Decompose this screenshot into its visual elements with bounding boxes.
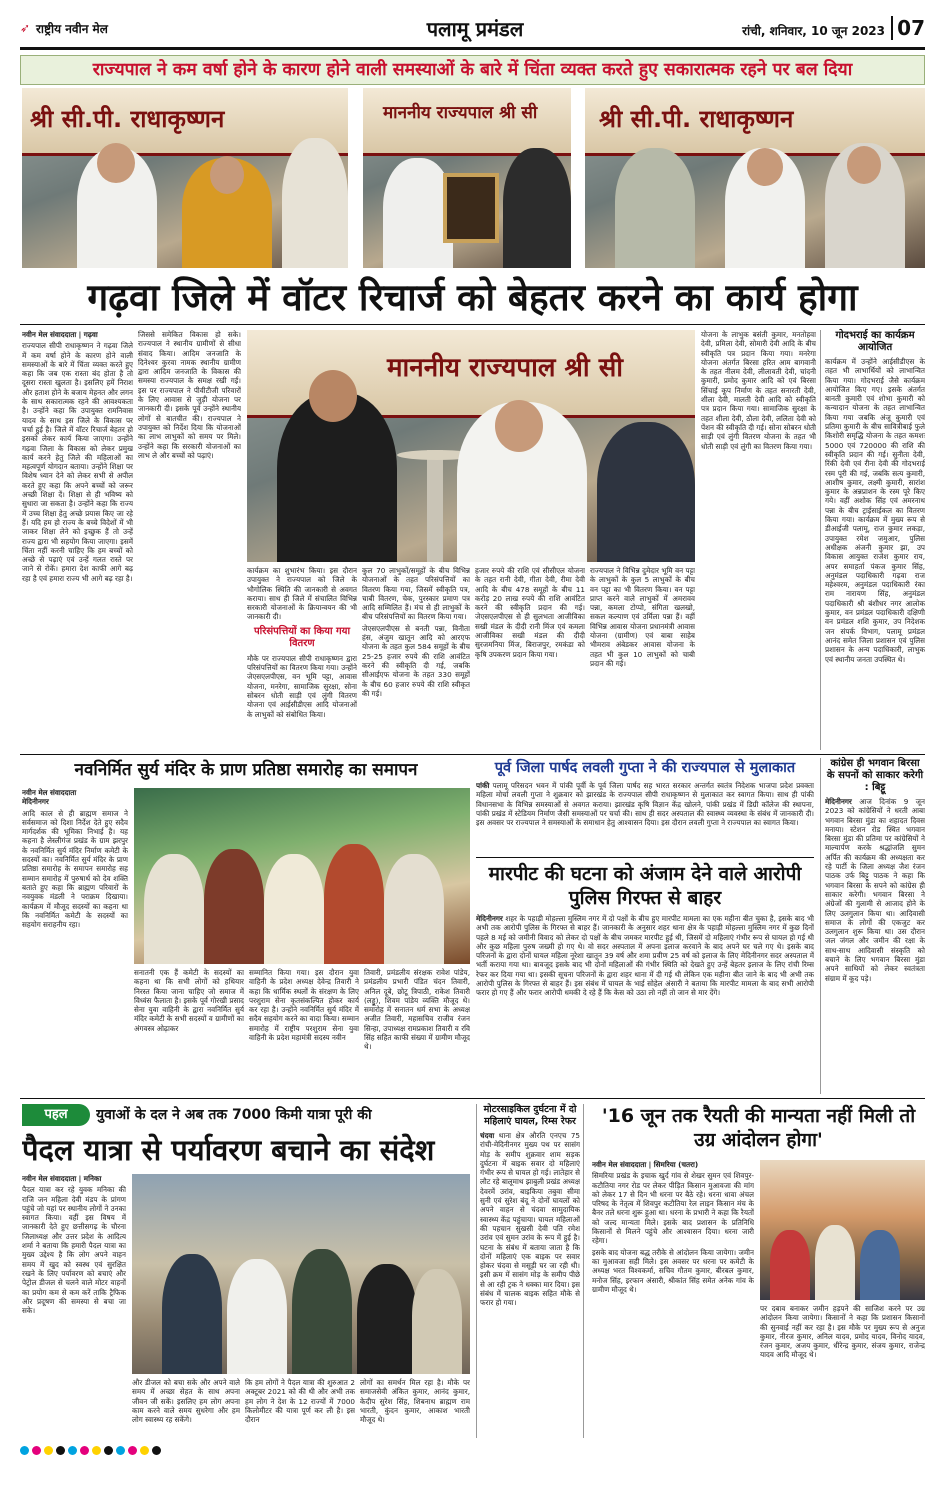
photo-governor-felicitation bbox=[22, 88, 348, 268]
raiyati-col-1-text: सिमरिया प्रखंड के इचाक खुर्द गांव से शेखर सुमन एवं शिवपुर-कटौतिया नगर रोड पर लेकर पीड़ित किसान मुआवजा की मांग को लेकर 17 से दिन भी धरना पर बैठे रहे। धरना धावा अंचल परिषद के नेतृत्व में शिवपुर कटौतिया रेल लाइन किसान मंच के बैनर तले धरना शुरू हुआ था। धरना के प्रभारी ने कहा कि रैयतों को जल्द मान्यता मिले। इसके बाद प्रशासन के प्रतिनिधि किसानों से मिलने पहुंचे और आश्वासन दिया। धरना जारी रहेगा। bbox=[592, 1171, 754, 1246]
padyatra-col-4 bbox=[360, 1378, 470, 1438]
padyatra-col-1 bbox=[22, 1174, 126, 1438]
padyatra-byline: नवीन मेल संवाददाता | मनिका bbox=[22, 1174, 102, 1183]
masthead-rule bbox=[20, 47, 925, 50]
surya-col-1 bbox=[22, 788, 128, 1094]
marpit-body: शहर के पहाड़ी मोहल्ला मुस्लिम नगर में दो पक्षों के बीच हुए मारपीट मामला का एक महीना बीत चुका है, इसके बाद भी अभी तक आरोपी पुलिस के गिरफ्त से बाहर हैं। जानकारी के अनुसार शहर थाना क्षेत्र के पहाड़ी मोहल्ला मुस्लिम नगर में कुछ दिनों पहले 8 मई को जमीनी विवाद को लेकर दो पक्षों के बीच जमकर मारपीट हुई थी, जिसमें दो महिलाएं गंभीर रूप से घायल हो गई थी और कुछ महिला पुरुष जख्मी हो गए थे। वो सदर अस्पताल में अपना इलाज करवाने के बाद अपने घर चले गए थे। इसके बाद परिजनों के द्वारा दोनों घायल महिला नूरेशा खातून 39 वर्ष और शमा प्रवीण 25 वर्ष को इलाज के लिए मेदिनीनगर सदर अस्पताल में भर्ती कराया गया था। बावजूद इसके बाद भी दोनों महिलाओं की गंभीर स्थिति को देखते हुए उन्हें बेहतर इलाज के लिए रांची रिम्स रेफर कर दिया गया था। इसकी सूचना परिजनों के द्वारा शहर थाना में दी गई थी लेकिन एक महीना बीत जाने के बाद भी अभी तक आरोपी पुलिस के गिरफ्त से बाहर हैं। इस संबंध में घायल के भाई सोहेल अंसारी ने बताया कि मारपीट मामला के बाद सभी आरोपी फरार हो गए हैं और फरार आरोपी धमकी दे रहे हैं कि केस को उठा लो नहीं तो जान से मार देंगे। bbox=[476, 914, 814, 998]
surya-col-4 bbox=[364, 968, 470, 1094]
photo-banner-text-2: माननीय राज्यपाल श्री सी bbox=[383, 103, 538, 123]
congress-body: आज दिनांक 9 जून 2023 को कांग्रेसियों ने धरती आबा भगवान बिरसा मुंडा का शहादत दिवस मनाया। स्टेशन रोड स्थित भगवान बिरसा मुंडा की प्रतिमा पर कांग्रेसियों ने माल्यार्पण करके श्रद्धांजलि सुमन अर्पित की कार्यक्रम की अध्यक्षता कर रहे पार्टी के जिला अध्यक्ष जैश रंजन पाठक उर्फ बिट्टू पाठक ने कहा कि भगवान बिरसा के सपने को कांग्रेस ही साकार करेगी। भगवान बिरसा ने अंग्रेजों की गुलामी से आजाद होने के लिए उलगुलान किया था। आदिवासी समाज के लोगों की एकजुट कर उलगुलान शुरू किया था। उस दौरान जल जंगल और जमीन की रक्षा के साथ-साथ आदिवासी संस्कृति को बचाने के लिए भगवान बिरसा मुंडा अपने साथियों को लेकर स्वतंत्रता संग्राम में कूद पड़े। bbox=[825, 797, 925, 983]
lead-col-2-text: जिससे समेकित विकास हो सके। राज्यपाल ने स्थानीय ग्रामीणों से सीधा संवाद किया। आदिम जनजाति के दिनेश्वर कुरवा नामक स्थानीय ग्रामीण द्वारा आदिम जनजाति के विकास की समस्या राज्यपाल के समक्ष रखी गई। इस पर राज्यपाल ने पीवीटीजी परिवारों के लिए आवास से जुड़ी योजना पर जानकारी दी। इसके पूर्व उन्होंने स्थानीय लोगों से बातचीत की। राज्यपाल ने उपायुक्त को निर्देश दिया कि योजनाओं का लाभ लाभुकों को समय पर मिले। उन्होंने कहा कि सरकारी योजनाओं का लाभ ले और बच्चों को पढ़ाएं। bbox=[138, 330, 241, 460]
padyatra-col-2 bbox=[132, 1378, 240, 1438]
photo-surya-mandir-ceremony bbox=[134, 788, 470, 964]
godbharai-title: गोदभराई का कार्यक्रम आयोजित bbox=[835, 330, 915, 353]
lead-col-7 bbox=[701, 330, 816, 750]
surya-headline: नवनिर्मित सुर्य मंदिर के प्राण प्रतिष्ठा समारोह का समापन bbox=[74, 760, 418, 780]
lead-col-3b-text: मौके पर राज्यपाल सीपी राधाकृष्णन द्वारा परिसंपत्तियों का वितरण किया गया। उन्होंने जेएसएलपीएस, वन भूमि पट्टा, आवास योजना, मनरेगा, सामाजिक सुरक्षा, सोना सोबरन धोती साड़ी एवं लुंगी वितरण योजना एवं आईसीडीएस आदि योजनाओं के लाभुकों को संबोधित किया। bbox=[247, 653, 357, 719]
godbharai-box bbox=[820, 330, 925, 750]
congress-title: कांग्रेस ही भगवान बिरसा के सपनों को साकार करेगी : बिट्टू bbox=[826, 758, 924, 793]
section-rule-1 bbox=[20, 754, 925, 755]
lead-col-4 bbox=[362, 566, 470, 750]
marpit-headline: मारपीट की घटना को अंजाम देने वाले आरोपी पुलिस गिरफ्त से बाहर bbox=[488, 863, 802, 909]
surya-col-3-text: सम्मानित किया गया। इस दौरान युवा वाहिनी के प्रदेश अध्यक्ष देवेन्द्र तिवारी ने कहा कि धार्मिक स्थलों के संरक्षण के लिए परशुराम सेना कृतसंकल्पित होकर कार्य कर रहा है। उन्होंने नवनिर्मित सुर्य मंदिर में सदैव सहयोग करने का वादा किया। सम्मान समारोह में राष्ट्रीय परशुराम सेना युवा वाहिनी के प्रदेश महामंत्री सदस्य नवीन bbox=[249, 968, 359, 1043]
motorcycle-text bbox=[480, 1131, 580, 1421]
padyatra-tag-text: पहल bbox=[44, 1107, 68, 1122]
surya-place: मेदिनीनगर bbox=[22, 797, 49, 807]
raiyati-byline: नवीन मेल संवाददाता | सिमरिया (चतरा) bbox=[592, 1160, 699, 1169]
raiyati-col-3 bbox=[760, 1304, 925, 1438]
congress-place: मेदिनीनगर bbox=[825, 797, 852, 806]
photo-raiyati-protest bbox=[760, 1160, 925, 1300]
section-title: पलामू प्रमंडल bbox=[426, 17, 524, 41]
padyatra-kicker: युवाओं के दल ने अब तक 7000 किमी यात्रा पूरी की bbox=[96, 1107, 372, 1123]
padyatra-col-3-text: कि हम लोगों ने पैदल यात्रा की शुरुआत 2 अक्टूबर 2021 को की थी और अभी तक हम लोग ने देश के 12 राज्यों में 7000 किलोमीटर की यात्रा पूर्ण कर ली है। इस दौरान bbox=[245, 1378, 355, 1425]
lead-col-4b-text: जेएसएलपीएस से बनती पन्ना, विनीता हंस, अंजुम खातून आदि को आरएफ योजना के तहत कुल 584 समूहों के बीच 25-25 हजार रुपये की राशि आवंटित करने की स्वीकृति दी गई, जबकि सीआईएफ योजना के तहत 330 समूहों के बीच 60 हजार रुपये की राशि स्वीकृत की गई। bbox=[362, 623, 470, 698]
lead-byline: नवीन मेल संवाददाता | गढ़वा bbox=[22, 330, 98, 339]
padyatra-col-3 bbox=[245, 1378, 355, 1438]
lead-col-4-text: कुल 70 लाभुकों/समूहों के बीच विभिन्न योजनाओं के तहत परिसंपत्तियों का वितरण किया गया, जिसमें स्वीकृति पत्र, चाबी वितरण, चेक, पुरस्कार प्रमाण पत्र आदि सम्मिलित हैं। मंच से ही लाभुकों के बीच परिसंपत्तियों का वितरण किया गया। bbox=[362, 566, 470, 622]
page-number: 07 bbox=[891, 16, 925, 40]
padyatra-col-2-text: और डीजल को बचा सके और अपने वाले समय में अच्छा सेहत के साथ अपना जीवन जी सकें। इसलिए हम लोग अपना काम करने वाले समय सुधरेगा और हम लोग स्वास्थ्य रह सकेंगे। bbox=[132, 1378, 240, 1425]
padyatra-headline: पैदल यात्रा से पर्यावरण बचाने का संदेश bbox=[22, 1133, 435, 1167]
masthead bbox=[20, 14, 925, 48]
godbharai-text: कार्यक्रम में उन्होंने आईसीडीएस के तहत भी लाभार्थियों को लाभान्वित किया गया। गोदभराई जैसे कार्यक्रम आयोजित किए गए। इसके अंतर्गत बानती कुमारी एवं शोभा कुमारी को कन्यादान योजना के तहत लाभान्वित किया गया जबकि अंजू कुमारी एवं प्रतिमा कुमारी के बीच सावित्रीबाई फुले किशोरी समृद्धि योजना के तहत कमशः 5000 एवं 720000 की राशि की स्वीकृति प्रदान की गई। सुनीता देवी, रिंकी देवी एवं रीना देवी की गोदभराई रस्म पूरी की गई, जबकि सत्य कुमारी, आशीष कुमार, लक्ष्मी कुमारी, सारांश कुमार के अन्नप्राशन के रस्म पूरे किए गये। वहीं अशोक सिंह एवं अमरनाथ पन्ना के बीच ट्राईसाईकल का वितरण किया गया। कार्यक्रम में मुख्य रूप से डीआईजी पलामू, राज कुमार लकड़ा, उपायुक्त रमेश जमुआर, पुलिस अधीक्षक अंजनी कुमार झा, उप विकास आयुक्त राजेश कुमार राय, अपर समाहर्ता पंकज कुमार सिंह, अनुमंडल पदाधिकारी गढ़वा राज महेश्वरम, अनुमंडल पदाधिकारी रंका राम नारायण सिंह, अनुमंडल पदाधिकारी श्री बंशीधर नगर आलोक कुमार, वन प्रमंडल पदाधिकारी दक्षिणी वन प्रमंडल शशि कुमार, उप निदेशक जन संपर्क विभाग, पलामू प्रमंडल आनंद समेत जिला प्रशासन एवं पुलिस प्रशासन के अन्य पदाधिकारी, लाभुक एवं स्थानीय जनता उपस्थित थे। bbox=[825, 357, 925, 664]
lead-col-5 bbox=[475, 566, 585, 750]
lead-col-6-text: राज्यपाल ने विभिन्न दुमेदार भूमि वन पट्टा के लाभुकों के कुल 5 लाभुकों के बीच वन पट्टा का भी वितरण किया। वन पट्टा प्राप्त करने वाले लाभुकों में अमरावव पन्ना, कमला टोप्पो, संगिता खलखो, सकल कल्याण एवं उर्मिला पन्ना हैं। वहीं विभिन्न आवास योजना प्रधानमंत्री आवास योजना (ग्रामीण) एवं बाबा साहेब भीमराव अंबेडकर आवास योजना के तहत भी कुल 10 लाभुकों को चाबी प्रदान की गई। bbox=[590, 566, 695, 668]
surya-col-2 bbox=[134, 968, 244, 1094]
lovely-text bbox=[476, 781, 814, 853]
photo-governor-lamp-lighting bbox=[247, 330, 695, 562]
photo-banner-text: श्री सी.पी. राधाकृष्णन bbox=[30, 105, 225, 133]
motorcycle-title: मोटरसाइकिल दुर्घटना में दो महिलाएं घायल, रिम्स रेफर bbox=[483, 1104, 577, 1127]
lead-headline: गढ़वा जिले में वॉटर रिचार्ज को बेहतर करने का कार्य होगा bbox=[87, 276, 858, 319]
photo-banner-text-4: माननीय राज्यपाल श्री सी bbox=[387, 353, 624, 383]
lead-col-3-text: कार्यक्रम का शुभारंभ किया। इस दौरान उपायुक्त ने राज्यपाल को जिले के भौगोलिक स्थिति की जानकारी से अवगत कराया। साथ ही जिले में संचालित विभिन्न सरकारी योजनाओं के क्रियान्वयन की भी जानकारी दी। bbox=[247, 566, 357, 622]
lead-subhead: परिसंपत्तियों का किया गया वितरण bbox=[253, 625, 351, 649]
congress-box bbox=[820, 758, 925, 1094]
marpit-place: मेदिनीनगर bbox=[476, 914, 503, 923]
top-banner-text: राज्यपाल ने कम वर्षा होने के कारण होने वाली समस्याओं के बारे में चिंता व्यक्त करते हुए सकारात्मक रहने पर बल दिया bbox=[92, 60, 853, 80]
surya-byline: नवीन मेल संवाददाता bbox=[22, 788, 77, 797]
lovely-headline: पूर्व जिला पार्षद लवली गुप्ता ने की राज्यपाल से मुलाकात bbox=[494, 760, 796, 776]
lead-rule bbox=[20, 324, 925, 325]
padyatra-col-1-text: पैदल यात्रा कर रहे युवक मनिका की राजि जन महिला देवी मंडप के प्रांगण पहुंचे जो यहां पर स्थानीय लोगों ने उनका स्वागत किया। वहीं इस विषय में जानकारी देते हुए छत्तीसगढ़ के चौरना जिलाध्यक्ष और उत्तर प्रदेश के आदित्य शर्मा ने बताया कि हमारी पैदल यात्रा का मुख्य उद्देश्य है कि लोग अपने वाहन समय में खुद को स्वस्थ एवं सुरक्षित रखने के लिए पर्यावरण को बचाएं और पेट्रोल डीजल से चलने वाले मोटर वाहनों का प्रयोग कम से कम करें ताकि ट्रैफिक और प्रदूषण की समस्या से बचा जा सके। bbox=[22, 1185, 126, 1316]
dateline: रांची, शनिवार, 10 जून 2023 bbox=[742, 24, 885, 38]
bird-logo-icon: ➶ bbox=[20, 21, 31, 35]
marpit-text bbox=[476, 914, 814, 1094]
motorcycle-box bbox=[476, 1104, 584, 1438]
surya-col-1-text: आदि काल से ही ब्राह्मण समाज ने सर्वसमाज को दिशा निर्देश देते हुए सदैव मार्गदर्शक की भूमिका निभाई है। यह कहना है लेस्लीगंज प्रखंड के ग्राम झरपुर के नवनिर्मित सुर्य मंदिर निर्माण कमेटी के सदस्यों का। नवनिर्मित सुर्य मंदिर के प्राण प्रतिष्ठा समारोह के समापन समारोह सह सम्मान समारोह में पुरुषार्थ को देव शक्ति बताते हुए कहा कि ब्राह्मण परिवारों के नवयुवक मंडली ने पराक्रम दिखाया। कार्यक्रम में मौजूद सदस्यों का कहना था कि नवनिर्मित कमेटी के सदस्यों का सहयोग सराहनीय रहा। bbox=[22, 808, 128, 930]
surya-col-2-text: सनातनी एक हैं कमेटी के सदस्यों का कहना था कि सभी लोगों को हथियार निरस्त किया जाना चाहिए जो समाज में विध्वंस फैलाता है। इसके पूर्व गोरखी प्रसाद सेना युवा वाहिनी के द्वारा नवनिर्मित सुर्य मंदिर कमेटी के सभी सदस्यों व ग्रामीणों का अंगवस्त्र ओढ़ाकर bbox=[134, 968, 244, 1033]
photo-governor-certificate bbox=[585, 88, 925, 268]
raiyati-col-3-text: पर दबाव बनाकर जमीन हड़पने की साजिश करने पर उग्र आंदोलन किया जायेगा। किसानों ने कहा कि प्रशासन किसानों की सुनवाई नहीं कर रहा है। इस मौके पर मुख्य रूप से अनुज कुमार, नीरज कुमार, अनिल यादव, प्रमोद यादव, विनोद यादव, रंजन कुमार, अजय कुमार, धीरेन्द्र कुमार, संजय कुमार, राजेन्द्र यादव आदि मौजूद थे। bbox=[760, 1304, 925, 1360]
lovely-body: पलामू परिसदन भवन में पांकी पूर्वी के पूर्व जिला पार्षद सह भारत सरकार अन्तर्गत स्वतंत्र निदेशक भाजपा प्रदेश प्रवक्ता महिला मोर्चा लवली गुप्ता ने शुक्रवार को झारखंड के राज्यपाल सीपी राधाकृष्णन से मुलाकात कर स्वागत किया। साथ ही पांकी विधानसभा के विभिन्न समस्याओं से अवगत कराया। झारखंड कृषि विज्ञान केंद्र खोलने, पांकी प्रखंड में डिग्री कॉलेज की स्थापना, पांकी प्रखंड में स्टेडियम निर्माण जैसी समस्याओं पर चर्चा की। साथ ही सदर अस्पताल की स्वास्थ्य व्यवस्था के संबंध में जानकारी दी। इस अवसर पर राज्यपाल ने समस्याओं के समाधान हेतु आश्वासन दिया। इस दौरान लवली गुप्ता ने राज्यपाल का स्वागत किया। bbox=[476, 781, 814, 828]
raiyati-col-1 bbox=[592, 1160, 754, 1438]
motorcycle-body: थाना क्षेत्र औरति एनएच 75 रांची-मेदिनीनगर मुख्य पथ पर सासंग मोड़ के समीप शुक्रवार शाम सड़क दुर्घटना में बाइक सवार दो महिलाएं गंभीर रूप से घायल हो गई। लातेहार से लौट रहे बालूमाथ झाबुली प्रखंड अध्यक्ष देवरमें उरांव, बाइकिया तबुवा सीमा सुनी एवं सुरेश बंदू ने दोनों घायलों को अपने वाहन से चंदवा सामुदायिक स्वास्थ्य केंद्र पहुंचाया। घायल महिलाओं की पहचान सुखसी देवी पति रमेश उरांव एवं सुमन उरांव के रूप में हुई है। घटना के संबंध में बताया जाता है कि दोनों महिलाएं एक बाइक पर सवार होकर चंदवा से मसूड़ी घर जा रही थी। इसी क्रम में सासंग मोड़ के समीप पीछे से आ रही ट्रक ने धक्का मार दिया। इस संबंध में चालक बाइक सहित मौके से फरार हो गया। bbox=[480, 1131, 580, 1308]
raiyati-headline: '16 जून तक रैयती की मान्यता नहीं मिली तो उग्र आंदोलन होगा' bbox=[601, 1105, 916, 1151]
photo-padyatra-group bbox=[132, 1174, 470, 1374]
section-rule-2 bbox=[20, 1098, 925, 1099]
lead-col-5-text: हजार रुपये की राशि एवं सीसीएल योजना के तहत रानी देवी, गीता देवी, रीमा देवी आदि के बीच 478 समूहों के बीच 11 करोड़ 20 लाख रुपये की राशि आवंटित करने की स्वीकृति प्रदान की गई। जेएसएलपीएस से ही सुलभता आजीविका सखी मंडल के दीदी रानी मिंज एवं कमला आजीविका सखी मंडल की दीदी सुरजमनिया मिंज, बिराजपुर, रमकंडा को कृषि उपकरण प्रदान किया गया। bbox=[475, 566, 585, 659]
lovely-place: पांकी bbox=[476, 781, 490, 790]
raiyati-col-2-text: इसके बाद योजना बद्ध तरीके से आंदोलन किया जायेगा। जमीन का मुआवजा सही मिले। इस अवसर पर धरना पर कमेटी के अध्यक्ष भरत विश्वकर्मा, सचिव गौतम कुमार, बीरबल कुमार, मनोज सिंह, इरफान अंसारी, श्रीकांत सिंह समेत अनेक गांव के ग्रामीण मौजूद थे। bbox=[592, 1247, 754, 1294]
photo-governor-portrait-gift bbox=[363, 88, 571, 268]
lead-col-3 bbox=[247, 566, 357, 750]
lead-col-7-text: योजना के लाभुक बसंती कुमार, मनतोहवा देवी, प्रमिला देवी, सोमारी देवी आदि के बीच स्वीकृति पत्र प्रदान किया गया। मनरेगा योजना अंतर्गत बिरसा हरित आम बागवानी के तहत नीलम देवी, लीलावती देवी, चांदनी कुमारी, प्रमोद कुमार आदि को एवं बिरसा सिंचाई कूप निर्माण के तहत सनारती देवी, शीला देवी, मालती देवी आदि को स्वीकृति पत्र प्रदान किया गया। सामाजिक सुरक्षा के तहत शीला देवी, ठौला देवी, ललिता देवी को पेंशन की स्वीकृति दी गई। सोना सोबरन धोती साड़ी एवं लुंगी वितरण योजना के तहत भी धोती साड़ी एवं लुंगी का वितरण किया गया। bbox=[701, 330, 816, 451]
lead-col-1 bbox=[22, 330, 133, 750]
padyatra-col-4-text: लोगों का समर्थन मिल रहा है। मौके पर समाजसेवी अंकित कुमार, आनंद कुमार, केदीप सुरेश सिंह, शिबनाथ ब्राह्मण राम भारती, कुंदन कुमार, आकाश भारती मौजूद थे। bbox=[360, 1378, 470, 1425]
congress-text bbox=[825, 797, 925, 1087]
lead-col-2 bbox=[138, 330, 241, 750]
lead-col-1-text: राज्यपाल सीपी राधाकृष्णन ने गढ़वा जिले में कम वर्षा होने के कारण होने वाली समस्याओं के बारे में चिंता व्यक्त करते हुए कहा कि जब एक रास्ता बंद होता है तो दूसरा रास्ता खुलता है। इसलिए हमें निराश और हताश होने के बजाय मेहनत और लगन के साथ सकारात्मक रहने की आवश्यकता है। उन्होंने कहा कि उपायुक्त रामनिवास यादव के साथ इस जिले के विकास पर चर्चा हुई है। जिले में वॉटर रिचार्ज बेहतर हो इसको लेकर कार्य किया जाएगा। उन्होंने गढ़वा जिला के विकास को लेकर प्रमुख कार्य करने हेतु जिले की महिलाओं का महत्वपूर्ण योगदान बताया। उन्होंने शिक्षा पर विशेष ध्यान देने को लेकर सभी से अपील करते हुए कहा कि अपने बच्चों को जरूर अच्छी शिक्षा दें। शिक्षा से ही भविष्य को सुधारा जा सकता है। उन्होंने कहा कि राज्य में उच्च शिक्षा हेतु अच्छे प्रयास किए जा रहे हैं। यदि हम हो राज्य के बच्चे विदेशों में भी जाकर शिक्षा लेने को इच्छुक हैं तो उन्हें राज्य द्वारा भी सहयोग किया जाएगा। इसमें चिंता नहीं करनी चाहिए कि हम बच्चों को अच्छे से पढ़ाएं एवं उन्हें गलत रास्ते पर जाने से रोकें। हमारा देश काफी आगे बढ़ रहा है एवं हमारा राज्य भी आगे बढ़ रहा है। bbox=[22, 341, 133, 583]
paper-name: राष्ट्रीय नवीन मेल bbox=[36, 22, 108, 36]
top-banner bbox=[20, 55, 925, 85]
motorcycle-place: चंदवा bbox=[480, 1131, 495, 1140]
padyatra-tag bbox=[22, 1104, 90, 1126]
surya-col-4-text: तिवारी, प्रमंडलीय संरक्षक रावेश पांडेय, प्रमंडलीय प्रभारी पंडित चंदन तिवारी, अनिल दूबे, छोटू त्रिपाठी, राकेश तिवारी (लड्डू), शिवम पांडेय व्यक्ति मौजूद थे। समारोह में सनातन धर्म सभा के अध्यक्ष अजीत तिवारी, महासचिव राजीव रंजन सिन्हा, उपाध्यक्ष रामप्रकाश तिवारी व रवि सिंह सहित काफी संख्या में ग्रामीण मौजूद थे। bbox=[364, 968, 470, 1052]
print-registration-marks bbox=[20, 1446, 925, 1460]
lead-col-6 bbox=[590, 566, 695, 750]
photo-banner-text-3: श्री सी.पी. राधाकृष्णन bbox=[599, 105, 794, 133]
lovely-rule bbox=[476, 857, 814, 858]
surya-col-3 bbox=[249, 968, 359, 1094]
